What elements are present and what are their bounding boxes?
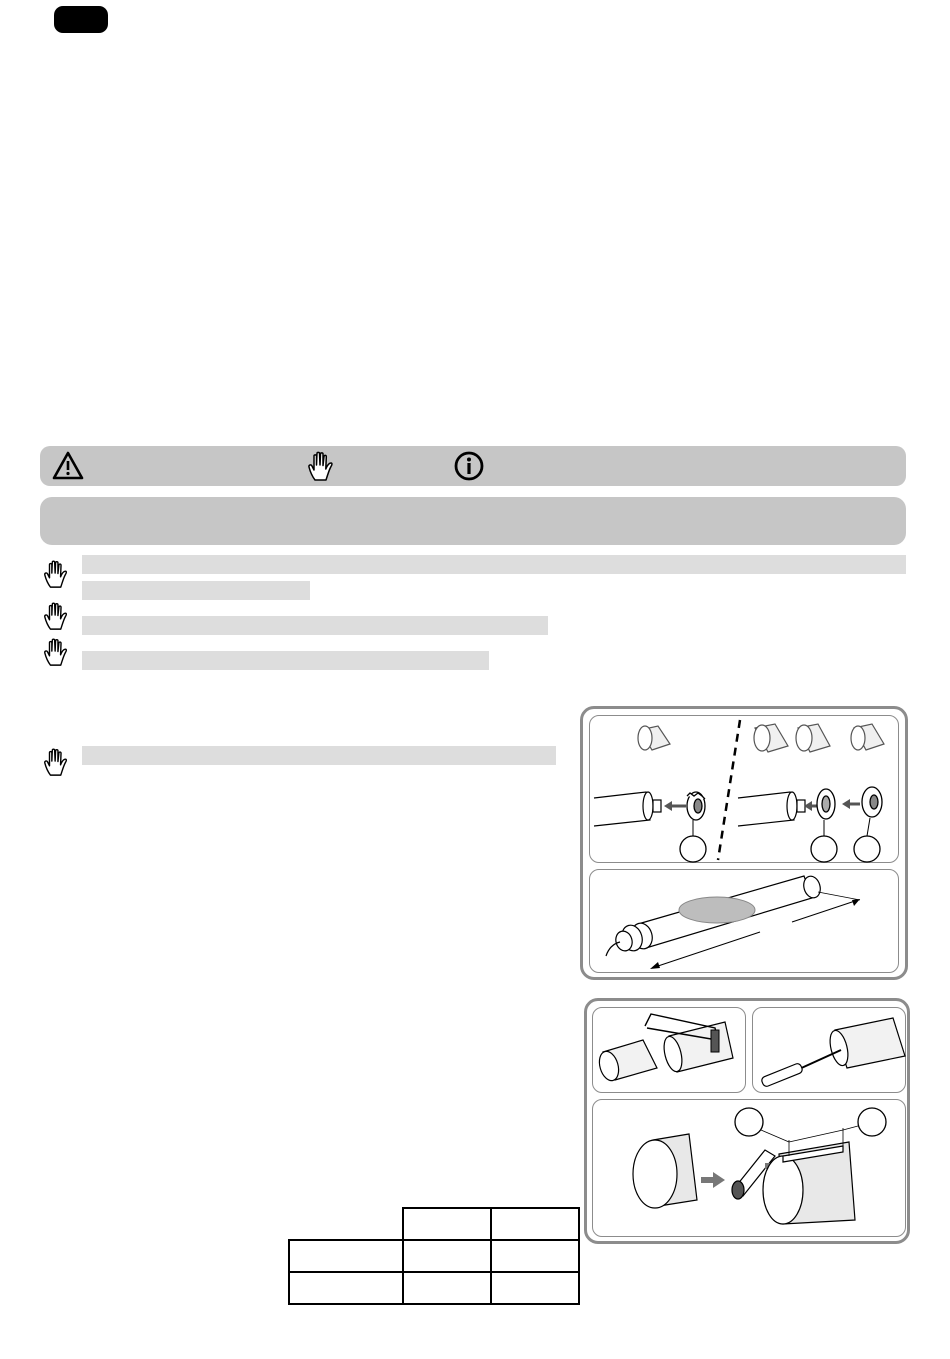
table-cell xyxy=(403,1272,491,1304)
hand-icon xyxy=(306,450,338,482)
section-title-bar xyxy=(40,497,906,545)
info-icon xyxy=(453,450,485,482)
note-1-line-2 xyxy=(82,581,310,600)
callout-b xyxy=(858,1108,886,1136)
file-panel xyxy=(752,1007,906,1093)
notch-panel xyxy=(592,1099,906,1237)
table-row xyxy=(289,1240,579,1272)
hand-icon xyxy=(42,746,72,778)
file-illustration xyxy=(753,1008,907,1094)
note-3 xyxy=(82,651,489,670)
table-row-label xyxy=(289,1272,403,1304)
note-1-line-1 xyxy=(82,555,906,574)
motor-length-panel xyxy=(589,869,899,973)
table-header-cell xyxy=(491,1208,579,1240)
callout-2 xyxy=(811,836,837,862)
table-cell xyxy=(491,1240,579,1272)
legend-bar xyxy=(40,446,906,486)
saw-illustration xyxy=(593,1008,747,1094)
callout-3 xyxy=(854,836,880,862)
warning-triangle-icon xyxy=(52,450,84,482)
table-corner xyxy=(289,1208,403,1240)
table-header-cell xyxy=(403,1208,491,1240)
table-cell xyxy=(491,1272,579,1304)
notch-illustration xyxy=(593,1100,907,1238)
table-row xyxy=(289,1272,579,1304)
figure-tube-preparation xyxy=(584,998,910,1244)
motor-label-plate xyxy=(679,897,755,923)
table-row-label xyxy=(289,1240,403,1272)
hand-icon xyxy=(42,636,72,668)
callout-a xyxy=(735,1108,763,1136)
adapter-illustration xyxy=(590,716,900,864)
table-header-row xyxy=(289,1208,579,1240)
motor-length-illustration xyxy=(590,870,900,974)
figure-adapters xyxy=(580,706,908,980)
note-4 xyxy=(82,746,556,765)
callout-1 xyxy=(680,836,706,862)
adapter-panel xyxy=(589,715,899,863)
table-cell xyxy=(403,1240,491,1272)
hand-icon xyxy=(42,558,72,590)
hand-icon xyxy=(42,600,72,632)
note-2 xyxy=(82,616,548,635)
dimension-table xyxy=(288,1207,580,1305)
saw-panel xyxy=(592,1007,746,1093)
language-badge xyxy=(54,6,108,33)
